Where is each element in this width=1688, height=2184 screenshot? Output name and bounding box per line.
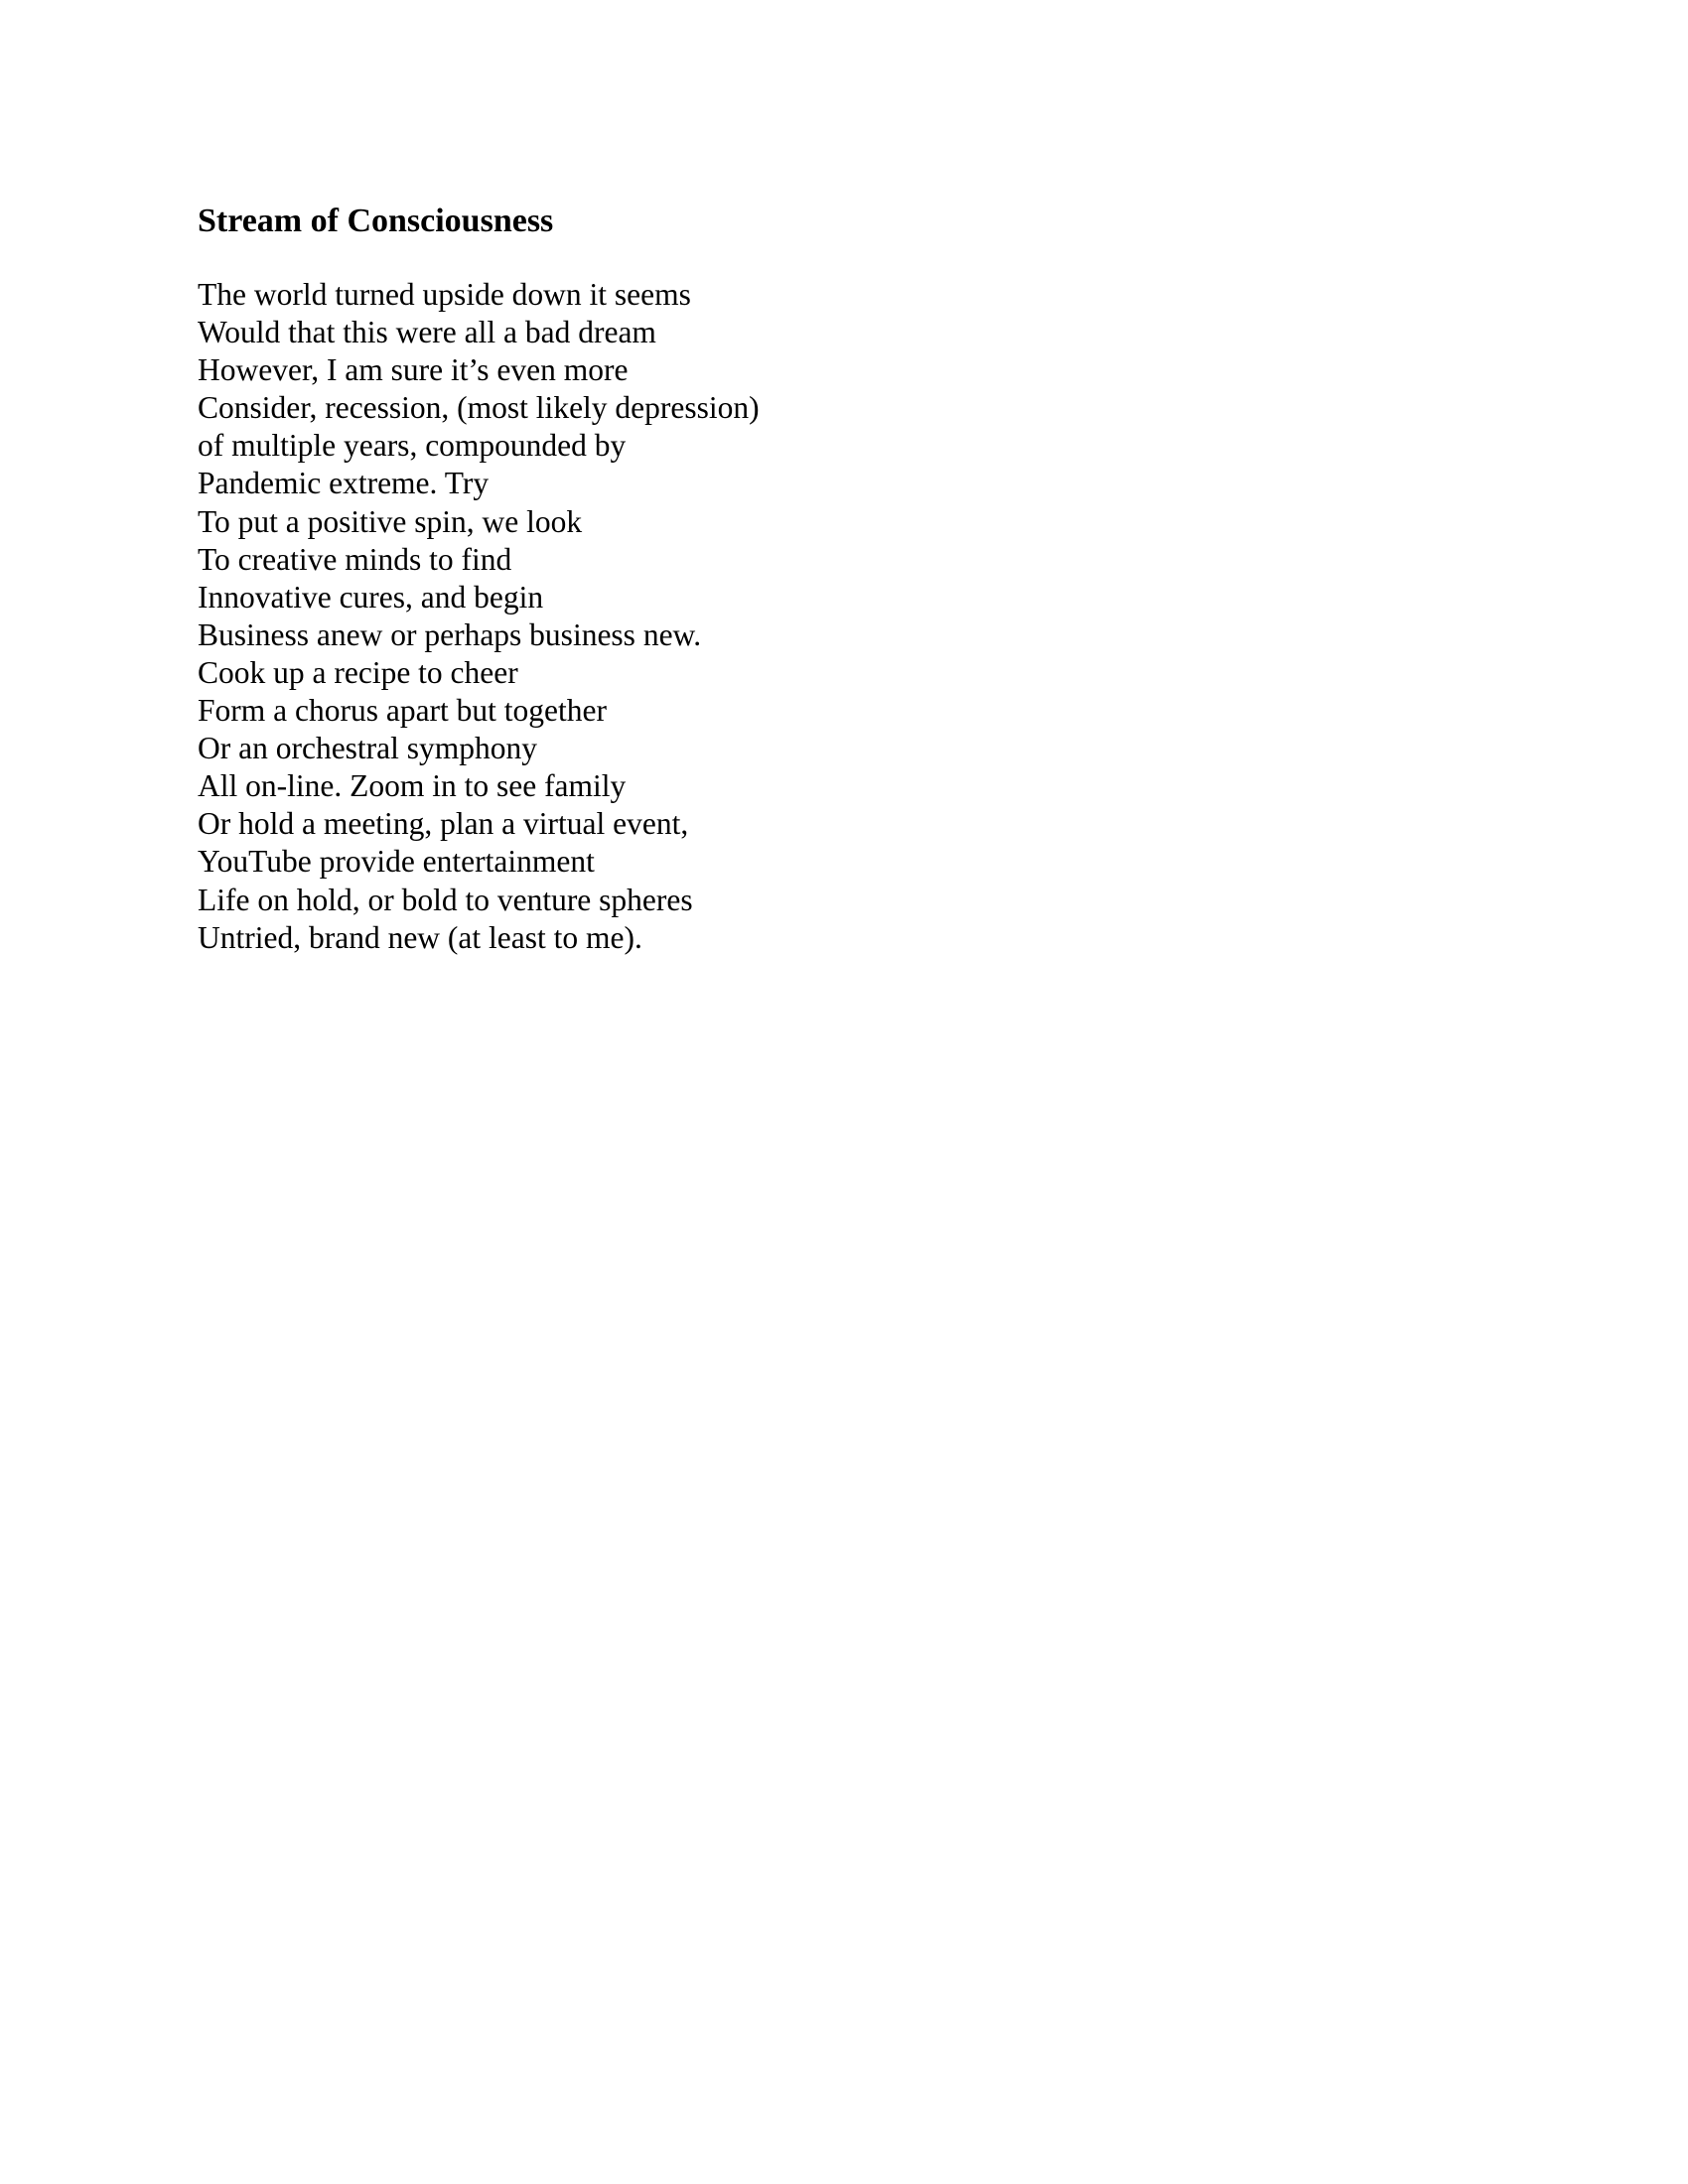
poem-line: of multiple years, compounded by [198, 428, 627, 464]
poem-line: However, I am sure it’s even more [198, 352, 629, 388]
poem-line: Or an orchestral symphony [198, 731, 538, 766]
poem-line: Innovative cures, and begin [198, 579, 544, 614]
poem-line: The world turned upside down it seems [198, 277, 691, 312]
poem-line: Consider, recession, (most likely depression) [198, 390, 760, 426]
poem-line: Would that this were all a bad dream [198, 315, 656, 350]
poem-line: To creative minds to find [198, 541, 512, 577]
poem-line: Untried, brand new (at least to me). [198, 919, 642, 955]
poem-body [198, 276, 760, 957]
poem-line: Life on hold, or bold to venture spheres [198, 882, 693, 917]
poem-line: Form a chorus apart but together [198, 693, 608, 729]
poem-line: Pandemic extreme. Try [198, 466, 490, 501]
poem-line: Business anew or perhaps business new. [198, 616, 702, 652]
poem-line: Cook up a recipe to cheer [198, 654, 518, 690]
poem-line: YouTube provide entertainment [198, 844, 595, 880]
poem-line: Or hold a meeting, plan a virtual event, [198, 806, 689, 842]
poem-line: To put a positive spin, we look [198, 503, 583, 539]
poem-title: Stream of Consciousness [198, 203, 554, 239]
poem-line: All on-line. Zoom in to see family [198, 768, 627, 804]
